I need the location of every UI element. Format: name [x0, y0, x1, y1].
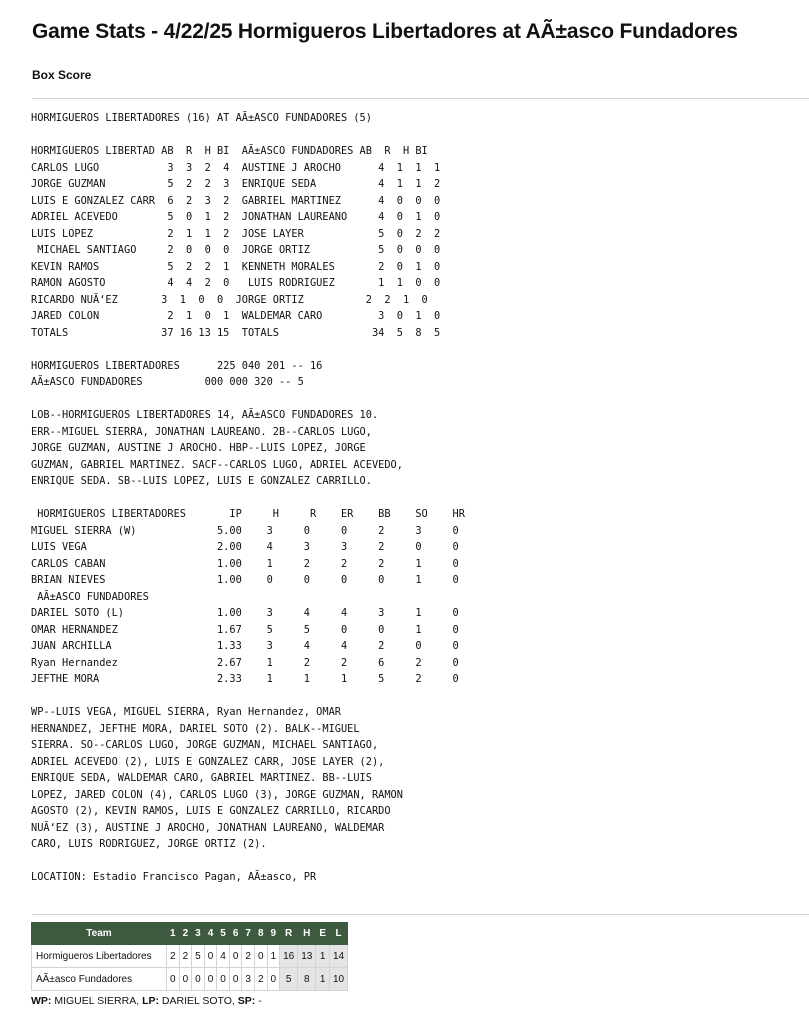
- linescore-inning-cell: 0: [204, 945, 217, 968]
- batting-row: ADRIEL ACEVEDO 5 0 1 2 JONATHAN LAUREANO 4 0 1 0: [31, 211, 441, 223]
- pitching-notes-line: LOPEZ, JARED COLON (4), CARLOS LUGO (3), JORGE GUZMAN, RAMON: [31, 788, 403, 801]
- batting-row: CARLOS LUGO 3 3 2 4 AUSTINE J AROCHO 4 1 1 1: [31, 161, 441, 174]
- sp-label: SP:: [237, 995, 256, 1007]
- pitching-notes-line: ENRIQUE SEDA, WALDEMAR CARO, GABRIEL MARTINEZ. BB--LUIS: [31, 772, 372, 784]
- batting-row: JORGE GUZMAN 5 2 2 3 ENRIQUE SEDA 4 1 1 2: [31, 178, 441, 190]
- linescore-header-inning: 8: [254, 923, 267, 945]
- pitching-notes-line: CARO, LUIS RODRIGUEZ, JORGE ORTIZ (2).: [31, 838, 267, 850]
- game-notes-line: LOB--HORMIGUEROS LIBERTADORES 14, AÃ±ASCO FUNDADORES 10.: [31, 409, 379, 421]
- pitching-header: HORMIGUEROS LIBERTADORES IP H R ER BB SO HR: [31, 508, 465, 520]
- losing-pitcher: DARIEL SOTO,: [161, 995, 235, 1007]
- linescore-hits-cell: 8: [298, 968, 316, 991]
- winning-pitcher: MIGUEL SIERRA,: [54, 995, 140, 1007]
- linescore-lob-cell: 10: [329, 968, 347, 991]
- pitching-row: BRIAN NIEVES 1.00 0 0 0 0 1 0: [31, 574, 459, 586]
- linescore-inning-cell: 0: [254, 945, 267, 968]
- top-divider: [32, 98, 809, 99]
- linescore-header-team: Team: [32, 923, 167, 945]
- linescore-header-inning: 4: [204, 923, 217, 945]
- batting-header: HORMIGUEROS LIBERTAD AB R H BI AÃ±ASCO FUNDADORES AB R H BI: [31, 145, 428, 157]
- linescore-inning-cell: 2: [167, 945, 180, 968]
- linescore-text-row: AÃ±ASCO FUNDADORES 000 000 320 -- 5: [31, 376, 304, 388]
- linescore-inning-cell: 0: [229, 968, 242, 991]
- game-location: LOCATION: Estadio Francisco Pagan, AÃ±asco, PR: [31, 871, 317, 883]
- game-notes-line: GUZMAN, GABRIEL MARTINEZ. SACF--CARLOS LUGO, ADRIEL ACEVEDO,: [31, 458, 403, 471]
- batting-totals-row: TOTALS 37 16 13 15 TOTALS 34 5 8 5: [31, 326, 441, 339]
- box-score-subtitle: Box Score: [32, 68, 92, 82]
- pitching-team-header: AÃ±ASCO FUNDADORES: [31, 590, 149, 603]
- linescore-runs-cell: 16: [280, 945, 298, 968]
- batting-row: LUIS LOPEZ 2 1 1 2 JOSE LAYER 5 0 2 2: [31, 227, 441, 240]
- linescore-hits-cell: 13: [298, 945, 316, 968]
- linescore-header-inning: 2: [179, 923, 192, 945]
- linescore-inning-cell: 0: [167, 968, 180, 991]
- batting-row: JARED COLON 2 1 0 1 WALDEMAR CARO 3 0 1 0: [31, 310, 441, 322]
- box-headline: HORMIGUEROS LIBERTADORES (16) AT AÃ±ASCO FUNDADORES (5): [31, 112, 372, 124]
- linescore-inning-cell: 1: [267, 945, 280, 968]
- linescore-inning-cell: 0: [217, 968, 230, 991]
- pitching-row: CARLOS CABAN 1.00 1 2 2 2 1 0: [31, 557, 459, 570]
- linescore-row-home: [32, 968, 348, 991]
- linescore-header-runs: R: [280, 923, 298, 945]
- linescore-header-lob: L: [329, 923, 347, 945]
- batting-row: RAMON AGOSTO 4 4 2 0 LUIS RODRIGUEZ 1 1 0 0: [31, 277, 441, 289]
- lp-label: LP:: [142, 995, 159, 1007]
- linescore-inning-cell: 3: [242, 968, 255, 991]
- pitching-row: DARIEL SOTO (L) 1.00 3 4 4 3 1 0: [31, 607, 459, 619]
- linescore-inning-cell: 2: [179, 945, 192, 968]
- linescore-inning-cell: 5: [192, 945, 205, 968]
- pitching-row: JEFTHE MORA 2.33 1 1 1 5 2 0: [31, 673, 459, 685]
- pitchers-of-record: [31, 995, 262, 1007]
- linescore-header-hits: H: [298, 923, 316, 945]
- linescore-team-name: AÃ±asco Fundadores: [32, 968, 167, 991]
- pitching-row: OMAR HERNANDEZ 1.67 5 5 0 0 1 0: [31, 623, 459, 636]
- batting-row: LUIS E GONZALEZ CARR 6 2 3 2 GABRIEL MARTINEZ 4 0 0 0: [31, 194, 441, 207]
- linescore-team-name: Hormigueros Libertadores: [32, 945, 167, 968]
- linescore-header-errors: E: [316, 923, 330, 945]
- pitching-notes-line: HERNANDEZ, JEFTHE MORA, DARIEL SOTO (2). BALK--MIGUEL: [31, 722, 360, 735]
- page-title: Game Stats - 4/22/25 Hormigueros Libertadores at AÃ±asco Fundadores: [32, 20, 738, 43]
- linescore-lob-cell: 14: [329, 945, 347, 968]
- linescore-runs-cell: 5: [280, 968, 298, 991]
- game-notes-line: ERR--MIGUEL SIERRA, JONATHAN LAUREANO. 2B--CARLOS LUGO,: [31, 425, 372, 438]
- linescore-header-row: [32, 923, 348, 945]
- game-notes-line: ENRIQUE SEDA. SB--LUIS LOPEZ, LUIS E GONZALEZ CARRILLO.: [31, 475, 372, 487]
- batting-row: RICARDO NUÃ‘EZ 3 1 0 0 JORGE ORTIZ 2 2 1 0: [31, 293, 428, 306]
- linescore-inning-cell: 0: [192, 968, 205, 991]
- linescore-errors-cell: 1: [316, 945, 330, 968]
- pitching-notes-line: ADRIEL ACEVEDO (2), LUIS E GONZALEZ CARR, JOSE LAYER (2),: [31, 755, 385, 768]
- wp-label: WP:: [31, 995, 52, 1007]
- linescore-header-inning: 3: [192, 923, 205, 945]
- linescore-row-away: [32, 945, 348, 968]
- box-score-text: [31, 110, 465, 886]
- pitching-row: JUAN ARCHILLA 1.33 3 4 4 2 0 0: [31, 640, 459, 652]
- linescore-inning-cell: 0: [204, 968, 217, 991]
- linescore-text-row: HORMIGUEROS LIBERTADORES 225 040 201 -- 16: [31, 359, 323, 372]
- save-pitcher: -: [258, 995, 262, 1007]
- linescore-inning-cell: 4: [217, 945, 230, 968]
- linescore-inning-cell: 2: [242, 945, 255, 968]
- linescore-header-inning: 9: [267, 923, 280, 945]
- linescore-header-inning: 6: [229, 923, 242, 945]
- linescore-inning-cell: 0: [179, 968, 192, 991]
- pitching-row: Ryan Hernandez 2.67 1 2 2 6 2 0: [31, 656, 459, 669]
- bottom-divider: [32, 914, 809, 915]
- game-notes-line: JORGE GUZMAN, AUSTINE J AROCHO. HBP--LUIS LOPEZ, JORGE: [31, 442, 366, 454]
- pitching-row: MIGUEL SIERRA (W) 5.00 3 0 0 2 3 0: [31, 524, 459, 537]
- pitching-notes-line: SIERRA. SO--CARLOS LUGO, JORGE GUZMAN, MICHAEL SANTIAGO,: [31, 739, 379, 751]
- pitching-notes-line: NUÃ‘EZ (3), AUSTINE J AROCHO, JONATHAN LAUREANO, WALDEMAR: [31, 821, 385, 834]
- linescore-header-inning: 7: [242, 923, 255, 945]
- linescore-header-inning: 1: [167, 923, 180, 945]
- linescore-table: [31, 922, 348, 991]
- linescore-header-inning: 5: [217, 923, 230, 945]
- linescore-inning-cell: 2: [254, 968, 267, 991]
- batting-row: MICHAEL SANTIAGO 2 0 0 0 JORGE ORTIZ 5 0 0 0: [31, 244, 441, 256]
- linescore-errors-cell: 1: [316, 968, 330, 991]
- linescore-inning-cell: 0: [267, 968, 280, 991]
- pitching-row: LUIS VEGA 2.00 4 3 3 2 0 0: [31, 541, 459, 553]
- pitching-notes-line: AGOSTO (2), KEVIN RAMOS, LUIS E GONZALEZ CARRILLO, RICARDO: [31, 805, 391, 817]
- pitching-notes-line: WP--LUIS VEGA, MIGUEL SIERRA, Ryan Hernandez, OMAR: [31, 706, 341, 718]
- linescore-inning-cell: 0: [229, 945, 242, 968]
- batting-row: KEVIN RAMOS 5 2 2 1 KENNETH MORALES 2 0 1 0: [31, 260, 441, 273]
